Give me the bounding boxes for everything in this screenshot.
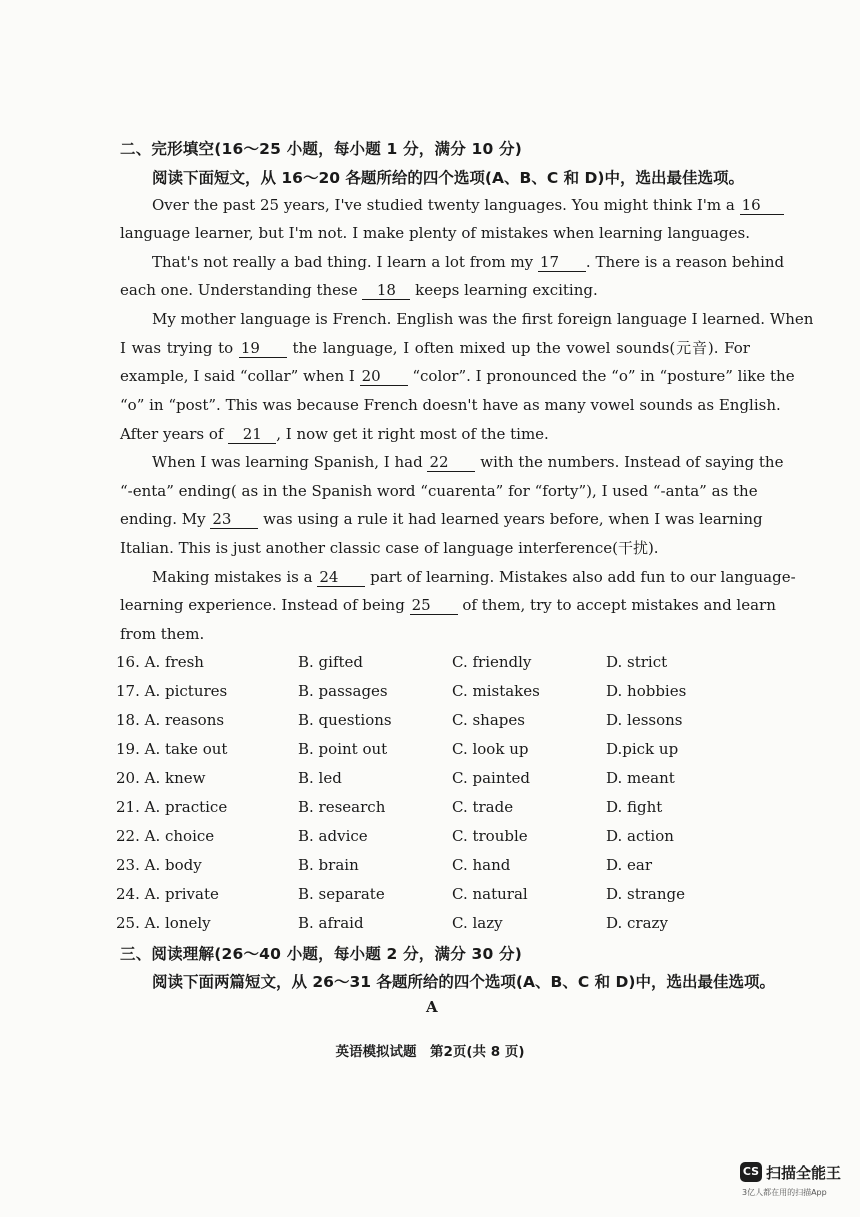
option-c: C. natural <box>452 885 528 903</box>
passage-text: , I now get it right most of the time. <box>276 425 549 443</box>
option-b: B. point out <box>298 740 388 758</box>
passage-line <box>120 538 750 558</box>
option-row-16 <box>116 652 756 672</box>
option-c: C. lazy <box>452 914 503 932</box>
option-c: C. painted <box>452 769 530 787</box>
passage-text: language learner, but I'm not. I make plenty of mistakes when learning languages. <box>120 224 750 242</box>
option-row-20 <box>116 768 756 788</box>
passage-line <box>120 624 750 644</box>
option-d: D. action <box>606 827 674 845</box>
passage-text: After years of <box>120 425 224 443</box>
option-b: B. brain <box>298 856 359 874</box>
option-b: B. gifted <box>298 653 364 671</box>
passage-text: That's not really a bad thing. I learn a lot from my <box>152 253 534 271</box>
option-c: C. look up <box>452 740 529 758</box>
blank-24: 24 <box>317 569 365 587</box>
option-a: 16. A. fresh <box>116 653 204 671</box>
option-b: B. advice <box>298 827 368 845</box>
passage-letter: A <box>426 998 438 1016</box>
passage-line <box>120 395 781 415</box>
passage-line <box>120 481 758 501</box>
reading-instruction: 阅读下面两篇短文，从 26～31 各题所给的四个选项(A、B、C 和 D)中，选出最佳选项。 <box>152 973 775 991</box>
passage-line <box>152 452 784 472</box>
option-a: 21. A. practice <box>116 798 228 816</box>
passage-text: When I was learning Spanish, I had <box>152 453 423 471</box>
option-row-23 <box>116 855 756 875</box>
option-b: B. passages <box>298 682 388 700</box>
passage-line <box>120 509 763 529</box>
passage-text: My mother language is French. English was the first foreign language I learned. When <box>152 310 814 328</box>
option-b: B. research <box>298 798 386 816</box>
passage-line <box>152 309 814 329</box>
option-d: D. fight <box>606 798 663 816</box>
option-a: 24. A. private <box>116 885 219 903</box>
scanner-watermark <box>740 1160 850 1204</box>
passage-text: . There is a reason behind <box>585 253 785 271</box>
option-d: D. meant <box>606 769 675 787</box>
passage-text: keeps learning exciting. <box>415 281 598 299</box>
passage-text: I was trying to <box>120 339 234 357</box>
passage-text: from them. <box>120 625 205 643</box>
option-row-22 <box>116 826 756 846</box>
option-a: 17. A. pictures <box>116 682 228 700</box>
passage-line <box>120 338 750 358</box>
option-c: C. trade <box>452 798 514 816</box>
option-row-19 <box>116 739 756 759</box>
cloze-heading: 二、完形填空(16～25 小题，每小题 1 分，满分 10 分) <box>120 140 523 158</box>
option-a: 22. A. choice <box>116 827 215 845</box>
option-a: 18. A. reasons <box>116 711 225 729</box>
camscanner-logo-icon: CS <box>740 1162 762 1182</box>
option-row-25 <box>116 913 756 933</box>
passage-text: ending. My <box>120 510 206 528</box>
blank-22: 22 <box>427 454 475 472</box>
option-row-24 <box>116 884 756 904</box>
watermark-name: 扫描全能王 <box>766 1164 842 1182</box>
cloze-instruction: 阅读下面短文，从 16～20 各题所给的四个选项(A、B、C 和 D)中，选出最佳选项。 <box>152 169 744 187</box>
blank-17: 17 <box>538 254 586 272</box>
blank-19: 19 <box>239 340 287 358</box>
option-d: D. strict <box>606 653 668 671</box>
option-row-21 <box>116 797 756 817</box>
passage-line <box>152 195 761 215</box>
option-c: C. mistakes <box>452 682 540 700</box>
passage-line <box>120 424 750 444</box>
reading-heading: 三、阅读理解(26～40 小题，每小题 2 分，满分 30 分) <box>120 945 523 963</box>
passage-text: Making mistakes is a <box>152 568 313 586</box>
page-footer: 英语模拟试题 第2页(共 8 页) <box>335 1044 525 1060</box>
option-c: C. friendly <box>452 653 532 671</box>
passage-text: with the numbers. Instead of saying the <box>480 453 784 471</box>
option-a: 23. A. body <box>116 856 202 874</box>
passage-text: “o” in “post”. This was because French doesn't have as many vowel sounds as English. <box>120 396 781 414</box>
option-b: B. questions <box>298 711 392 729</box>
passage-text: part of learning. Mistakes also add fun to our language- <box>370 568 796 586</box>
blank-20: 20 <box>360 368 408 386</box>
option-b: B. separate <box>298 885 385 903</box>
passage-line <box>152 252 785 272</box>
option-a: 19. A. take out <box>116 740 228 758</box>
blank-18: 18 <box>362 282 410 300</box>
option-d: D. strange <box>606 885 686 903</box>
option-d: D. crazy <box>606 914 668 932</box>
watermark-tagline: 3亿人都在用的扫描App <box>742 1188 827 1197</box>
passage-text: each one. Understanding these <box>120 281 358 299</box>
passage-text: “-enta” ending( as in the Spanish word “cuarenta” for “forty”), I used “-anta” as the <box>120 482 758 500</box>
option-row-17 <box>116 681 756 701</box>
passage-text: the language, I often mixed up the vowel sounds(元音). For <box>292 339 750 357</box>
option-a: 20. A. knew <box>116 769 206 787</box>
option-c: C. hand <box>452 856 511 874</box>
option-d: D. lessons <box>606 711 683 729</box>
passage-text: Over the past 25 years, I've studied twenty languages. You might think I'm a <box>152 196 735 214</box>
option-a: 25. A. lonely <box>116 914 211 932</box>
passage-line <box>120 280 750 300</box>
blank-23: 23 <box>210 511 258 529</box>
passage-line <box>152 567 796 587</box>
passage-line <box>120 223 750 243</box>
passage-text: learning experience. Instead of being <box>120 596 405 614</box>
passage-text: Italian. This is just another classic case of language interference(干扰). <box>120 539 659 557</box>
passage-text: example, I said “collar” when I <box>120 367 355 385</box>
passage-line <box>120 366 795 386</box>
option-c: C. shapes <box>452 711 525 729</box>
option-d: D. ear <box>606 856 653 874</box>
option-d: D. hobbies <box>606 682 687 700</box>
passage-text: “color”. I pronounced the “o” in “posture” like the <box>412 367 795 385</box>
passage-text: of them, try to accept mistakes and learn <box>462 596 776 614</box>
blank-16: 16 <box>740 197 784 215</box>
passage-line <box>120 595 776 615</box>
blank-25: 25 <box>410 597 458 615</box>
option-c: C. trouble <box>452 827 528 845</box>
option-row-18 <box>116 710 756 730</box>
option-d: D.pick up <box>606 740 679 758</box>
blank-21: 21 <box>228 426 276 444</box>
option-b: B. afraid <box>298 914 364 932</box>
option-b: B. led <box>298 769 342 787</box>
passage-text: was using a rule it had learned years before, when I was learning <box>263 510 763 528</box>
